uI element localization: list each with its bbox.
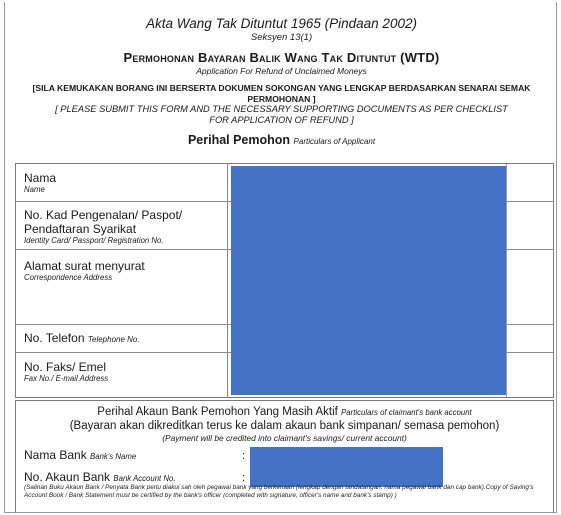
certification-footnote: (Salinan Buku Akaun Bank / Penyata Bank perlu diakui sah oleh pegawai bank yang berkenaan (lengkap dengan tandatangan, nama pegawai bank dan cap bank).Copy of Saving's Account Book / Bank Statement must be certified by the bank's officer (completed with signature, officer's name and bank's stamp) ) <box>24 484 534 499</box>
bank-section-title-ms: Perihal Akaun Bank Pemohon Yang Masih Aktif <box>97 406 338 418</box>
phone-row <box>16 325 227 353</box>
bank-name-row <box>24 448 136 464</box>
applicant-section-title-en: Particulars of Applicant <box>293 137 376 146</box>
redacted-applicant-details <box>231 166 506 395</box>
right-column-divider <box>506 164 507 397</box>
form-page <box>4 2 557 513</box>
address-row <box>16 250 227 325</box>
id-row <box>16 202 227 250</box>
form-title: Permohonan Bayaran Balik Wang Tak Dituntut (WTD) <box>123 50 440 65</box>
name-row <box>16 164 227 202</box>
name-label: Nama <box>24 171 57 185</box>
bank-name-label: Nama Bank <box>24 448 87 462</box>
fax-label: No. Faks/ Emel <box>24 360 107 374</box>
account-label-en: Bank Account No. <box>113 474 176 483</box>
instruction-english: [ PLEASE SUBMIT THIS FORM AND THE NECESSARY SUPPORTING DOCUMENTS AS PER CHECKLIST FOR APPLICATION OF REFUND ] <box>55 104 508 125</box>
applicant-section-title-ms: Perihal Pemohon <box>187 133 291 147</box>
fax-label-en: Fax No./ E-mail Address <box>24 374 109 383</box>
id-label-line2: Pendaftaran Syarikat <box>24 222 137 236</box>
applicant-table <box>15 163 554 398</box>
bank-section-title <box>16 405 553 420</box>
bank-credit-note-en: (Payment will be credited into claimant's savings/ current account) <box>162 433 407 443</box>
act-title: Akta Wang Tak Dituntut 1965 (Pindaan 2002) <box>146 16 417 31</box>
redacted-bank-details <box>250 447 443 487</box>
account-label: No. Akaun Bank <box>24 470 111 484</box>
phone-label <box>24 331 227 347</box>
bank-table <box>15 400 554 513</box>
account-colon: : <box>242 472 246 484</box>
phone-label-en: Telephone No. <box>87 335 140 344</box>
phone-label-ms: No. Telefon <box>24 331 85 345</box>
instruction-malay: [SILA KEMUKAKAN BORANG INI BERSERTA DOKUMEN SOKONGAN YANG LENGKAP BERDASARKAN SENARAI SEMAK PERMOHONAN ] <box>32 83 531 104</box>
bank-name-colon: : <box>242 450 246 462</box>
id-label-line1: No. Kad Pengenalan/ Paspot/ <box>24 208 183 222</box>
bank-section-title-en: Particulars of claimant's bank account <box>341 408 472 417</box>
bank-name-label-en: Bank's Name <box>90 452 137 461</box>
address-label-en: Correspondence Address <box>24 273 113 282</box>
form-header <box>5 16 558 149</box>
fax-row <box>16 353 227 397</box>
id-label-en: Identity Card/ Passport/ Registration No. <box>24 236 164 245</box>
column-divider <box>227 164 228 397</box>
bank-credit-note: (Bayaran akan dikreditkan terus ke dalam akaun bank simpanan/ semasa pemohon) <box>69 420 500 432</box>
address-label: Alamat surat menyurat <box>24 259 145 273</box>
form-subtitle: Application For Refund of Unclaimed Moneys <box>196 66 367 76</box>
act-section: Seksyen 13(1) <box>250 32 313 43</box>
name-label-en: Name <box>24 185 45 194</box>
applicant-section-title <box>5 133 558 149</box>
